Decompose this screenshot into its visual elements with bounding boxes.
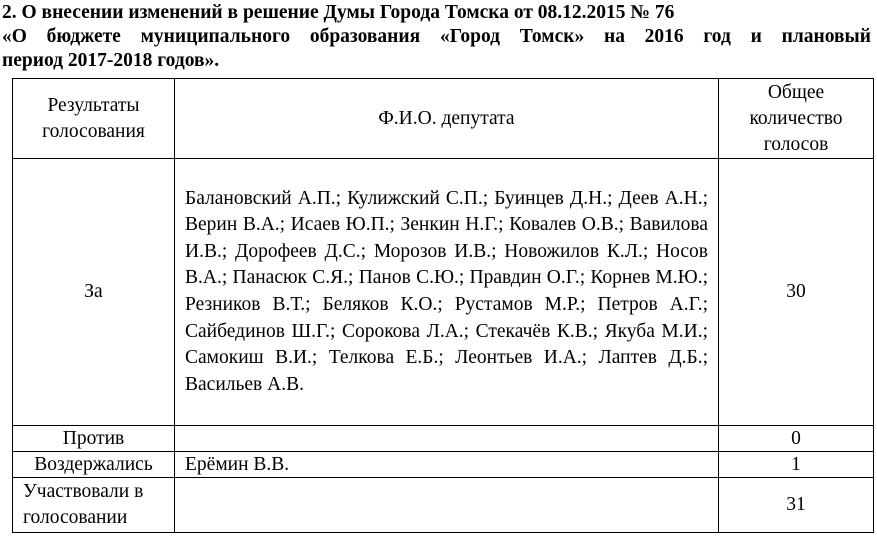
- resolution-heading: [2, 1, 871, 73]
- header-deputies: Ф.И.О. депутата: [175, 79, 719, 159]
- table-header-row: [13, 79, 874, 159]
- deputy-names-for: Балановский А.П.; Кулижский С.П.; Буинцев Д.Н.; Деев А.Н.; Верин В.А.; Исаев Ю.П.; Зенкин Н.Г.; Ковалев О.В.; Вавилова И.В.; Дорофеев Д.С.; Морозов И.В.; Новожилов К.Л.; Носов В.А.; Панасюк С.Я.; Панов С.Ю.; Правдин О.Г.; Корнев М.Ю.; Резников В.Т.; Беляков К.О.; Рустамов М.Р.; Петров А.Г.; Сайбединов Ш.Г.; Сорокова Л.А.; Стекачёв К.В.; Якуба М.И.; Самокиш В.И.; Телкова Е.Б.; Леонтьев И.А.; Лаптев Д.Б.; Васильев А.В.: [175, 159, 719, 426]
- header-results: Результаты голосования: [13, 79, 175, 159]
- vote-count-abstained: 1: [719, 452, 874, 478]
- voting-results-table: [12, 78, 874, 533]
- row-label-participated: Участвовали в голосовании: [13, 478, 175, 533]
- table-row: [13, 159, 874, 426]
- deputy-names-against: [175, 426, 719, 452]
- heading-line-2: «О бюджете муниципального образования «Город Томск» на 2016 год и плановый: [2, 26, 871, 47]
- table-row: [13, 426, 874, 452]
- deputy-names-participated: [175, 478, 719, 533]
- heading-line-1: 2. О внесении изменений в решение Думы Города Томска от 08.12.2015 № 76: [2, 2, 675, 23]
- row-label-abstained: Воздержались: [13, 452, 175, 478]
- vote-count-participated: 31: [719, 478, 874, 533]
- row-label-against: Против: [13, 426, 175, 452]
- deputy-names-abstained: Ерёмин В.В.: [175, 452, 719, 478]
- header-total: Общее количество голосов: [719, 79, 874, 159]
- table-row: [13, 478, 874, 533]
- table-row: [13, 452, 874, 478]
- heading-line-3: период 2017-2018 годов».: [2, 50, 220, 71]
- vote-count-against: 0: [719, 426, 874, 452]
- row-label-for: За: [13, 159, 175, 426]
- vote-count-for: 30: [719, 159, 874, 426]
